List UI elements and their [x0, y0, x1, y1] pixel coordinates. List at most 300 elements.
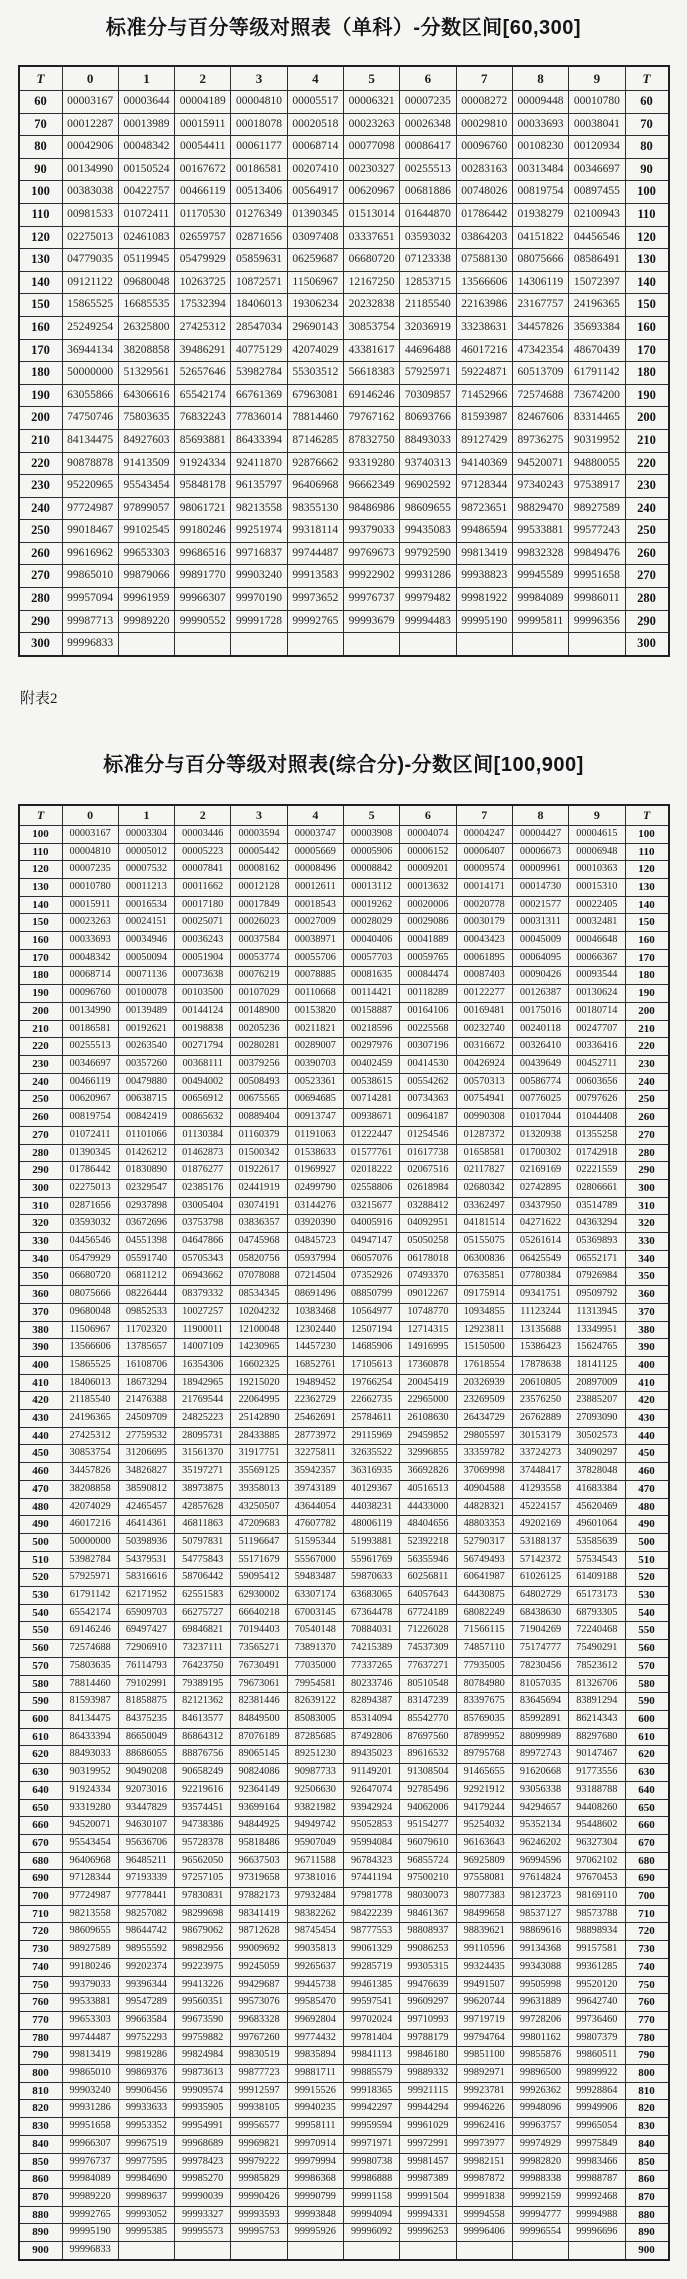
percentile-cell: 99860511: [569, 2047, 625, 2065]
t-score-cell: 270: [625, 565, 669, 588]
percentile-cell: 04779035: [62, 249, 118, 272]
t-score-cell: 100: [19, 825, 63, 843]
t-score-cell: 900: [19, 2242, 63, 2260]
percentile-cell: 43644054: [287, 1498, 343, 1516]
percentile-cell: 99986011: [569, 588, 625, 611]
percentile-cell: 00913747: [287, 1109, 343, 1127]
percentile-cell: 99710993: [400, 2011, 456, 2029]
t-score-cell: 300: [19, 633, 63, 656]
percentile-cell: 99954991: [175, 2118, 231, 2136]
percentile-cell: 14457230: [287, 1339, 343, 1357]
score-row: [19, 226, 669, 249]
percentile-cell: 00040406: [343, 932, 399, 950]
t-score-cell: 230: [625, 475, 669, 498]
percentile-cell: 83397675: [456, 1693, 512, 1711]
percentile-cell: 99009692: [231, 1941, 287, 1959]
percentile-cell: 00020778: [456, 896, 512, 914]
percentile-cell: 61791142: [62, 1587, 118, 1605]
percentile-cell: 18673294: [118, 1374, 174, 1392]
percentile-cell: 99926362: [512, 2082, 568, 2100]
percentile-cell: 99990799: [287, 2188, 343, 2206]
percentile-cell: 00218596: [343, 1020, 399, 1038]
percentile-cell: 76423750: [175, 1657, 231, 1675]
percentile-cell: 44038231: [343, 1498, 399, 1516]
percentile-cell: 00734363: [400, 1091, 456, 1109]
percentile-cell: 11506967: [62, 1321, 118, 1339]
percentile-cell: 48006119: [343, 1516, 399, 1534]
percentile-cell: [512, 633, 568, 656]
score-row: [19, 1640, 669, 1658]
percentile-cell: 00003594: [231, 825, 287, 843]
single-subject-percentile-table: [18, 65, 670, 657]
percentile-cell: 02169169: [512, 1162, 568, 1180]
t-score-cell: 660: [625, 1817, 669, 1835]
t-score-cell: 360: [19, 1286, 63, 1304]
percentile-cell: 55303512: [287, 362, 343, 385]
percentile-cell: 00055706: [287, 949, 343, 967]
percentile-cell: 42074029: [287, 339, 343, 362]
percentile-cell: 99781404: [343, 2029, 399, 2047]
percentile-cell: 00071136: [118, 967, 174, 985]
percentile-cell: 77035000: [287, 1657, 343, 1675]
percentile-cell: 99966307: [62, 2135, 118, 2153]
t-score-cell: 620: [19, 1746, 63, 1764]
percentile-cell: 98955592: [118, 1941, 174, 1959]
percentile-cell: 55567000: [287, 1551, 343, 1569]
percentile-cell: 00271794: [175, 1038, 231, 1056]
percentile-cell: 00383038: [62, 181, 118, 204]
score-row: [19, 249, 669, 272]
percentile-cell: 12853715: [400, 271, 456, 294]
percentile-cell: 62171952: [118, 1587, 174, 1605]
percentile-cell: 79767162: [343, 407, 399, 430]
score-row: [19, 271, 669, 294]
percentile-cell: 99577243: [569, 520, 625, 543]
score-row: [19, 1020, 669, 1038]
percentile-cell: 00144124: [175, 1002, 231, 1020]
percentile-cell: 99616962: [62, 542, 118, 565]
percentile-cell: 02117827: [456, 1162, 512, 1180]
percentile-cell: 14916995: [400, 1339, 456, 1357]
percentile-cell: 00042906: [62, 136, 118, 159]
percentile-cell: 27759532: [118, 1427, 174, 1445]
percentile-cell: 99922902: [343, 565, 399, 588]
t-score-cell: 510: [19, 1551, 63, 1569]
percentile-cell: 26762889: [512, 1410, 568, 1428]
score-row: [19, 136, 669, 159]
percentile-cell: 00007235: [62, 861, 118, 879]
percentile-cell: 40775129: [231, 339, 287, 362]
percentile-cell: 01191063: [287, 1126, 343, 1144]
percentile-cell: 99951658: [569, 565, 625, 588]
percentile-cell: 00326410: [512, 1038, 568, 1056]
percentile-cell: 99946226: [456, 2100, 512, 2118]
percentile-cell: 20326939: [456, 1374, 512, 1392]
percentile-cell: 03920390: [287, 1215, 343, 1233]
percentile-cell: 00336416: [569, 1038, 625, 1056]
t-score-cell: 170: [625, 949, 669, 967]
percentile-cell: 99245059: [231, 1958, 287, 1976]
percentile-cell: 00026348: [400, 113, 456, 136]
percentile-cell: 95052853: [343, 1817, 399, 1835]
percentile-cell: 00018078: [231, 113, 287, 136]
t-score-cell: 850: [625, 2153, 669, 2171]
percentile-cell: 00139489: [118, 1002, 174, 1020]
percentile-cell: 11900011: [175, 1321, 231, 1339]
percentile-cell: 99819286: [118, 2047, 174, 2065]
percentile-cell: 00096760: [456, 136, 512, 159]
score-row: [19, 932, 669, 950]
percentile-cell: 10263725: [175, 271, 231, 294]
percentile-cell: 25249254: [62, 316, 118, 339]
percentile-cell: 57534543: [569, 1551, 625, 1569]
t-score-cell: 470: [625, 1480, 669, 1498]
t-score-cell: 190: [625, 384, 669, 407]
percentile-cell: 00045009: [512, 932, 568, 950]
percentile-cell: 98257082: [118, 1905, 174, 1923]
percentile-cell: 90319952: [62, 1764, 118, 1782]
percentile-cell: 02659757: [175, 226, 231, 249]
percentile-cell: 47607782: [287, 1516, 343, 1534]
percentile-cell: 99877723: [231, 2065, 287, 2083]
percentile-cell: 00513406: [231, 181, 287, 204]
percentile-cell: 00038041: [569, 113, 625, 136]
t-score-cell: 60: [19, 91, 63, 114]
percentile-cell: 50000000: [62, 1533, 118, 1551]
percentile-cell: [287, 2242, 343, 2260]
t-score-cell: 160: [19, 932, 63, 950]
percentile-cell: 99981457: [400, 2153, 456, 2171]
percentile-cell: 79102991: [118, 1675, 174, 1693]
percentile-cell: 64430875: [456, 1587, 512, 1605]
percentile-cell: 00570313: [456, 1073, 512, 1091]
percentile-cell: 65173173: [569, 1587, 625, 1605]
percentile-cell: 08691496: [287, 1286, 343, 1304]
score-row: [19, 1764, 669, 1782]
percentile-cell: 94179244: [456, 1799, 512, 1817]
percentile-cell: 99035813: [287, 1941, 343, 1959]
percentile-cell: 00010780: [569, 91, 625, 114]
percentile-cell: 00043423: [456, 932, 512, 950]
percentile-cell: 99994558: [456, 2206, 512, 2224]
score-row: [19, 2029, 669, 2047]
percentile-cell: 92073016: [118, 1781, 174, 1799]
percentile-cell: 48404656: [400, 1516, 456, 1534]
percentile-cell: 99995926: [287, 2224, 343, 2242]
percentile-cell: 56355946: [400, 1551, 456, 1569]
percentile-cell: 98382262: [287, 1905, 343, 1923]
t-score-cell: 260: [625, 542, 669, 565]
percentile-cell: 73237111: [175, 1640, 231, 1658]
t-score-cell: 420: [625, 1392, 669, 1410]
score-row: [19, 203, 669, 226]
percentile-cell: 00006321: [343, 91, 399, 114]
percentile-cell: 98712628: [231, 1923, 287, 1941]
t-score-cell: 260: [19, 1109, 63, 1127]
percentile-cell: 00357260: [118, 1055, 174, 1073]
t-score-cell: 150: [625, 294, 669, 317]
percentile-cell: 82467606: [512, 407, 568, 430]
score-row: [19, 1392, 669, 1410]
t-score-cell: 720: [19, 1923, 63, 1941]
percentile-cell: 65542174: [175, 384, 231, 407]
percentile-cell: 50000000: [62, 362, 118, 385]
t-column-header: T: [625, 805, 669, 826]
percentile-cell: 93942924: [343, 1799, 399, 1817]
percentile-cell: 97381016: [287, 1870, 343, 1888]
percentile-cell: 71566115: [456, 1622, 512, 1640]
percentile-cell: 99994331: [400, 2206, 456, 2224]
percentile-cell: 90147467: [569, 1746, 625, 1764]
percentile-cell: 99995753: [231, 2224, 287, 2242]
percentile-cell: [456, 2242, 512, 2260]
t-score-cell: 570: [625, 1657, 669, 1675]
percentile-cell: 99018467: [62, 520, 118, 543]
t-score-cell: 480: [625, 1498, 669, 1516]
percentile-cell: 59095412: [231, 1569, 287, 1587]
percentile-cell: 96562050: [175, 1852, 231, 1870]
t-score-cell: 280: [19, 1144, 63, 1162]
percentile-cell: 99984089: [62, 2171, 118, 2189]
percentile-cell: [343, 633, 399, 656]
percentile-cell: 99086253: [400, 1941, 456, 1959]
score-row: [19, 1109, 669, 1127]
score-row: [19, 610, 669, 633]
percentile-cell: 99744487: [62, 2029, 118, 2047]
percentile-cell: 06552171: [569, 1250, 625, 1268]
percentile-cell: 12507194: [343, 1321, 399, 1339]
percentile-cell: 58706442: [175, 1569, 231, 1587]
percentile-cell: 79954581: [287, 1675, 343, 1693]
percentile-cell: 01276349: [231, 203, 287, 226]
percentile-cell: 23269509: [456, 1392, 512, 1410]
t-score-cell: 790: [19, 2047, 63, 2065]
percentile-cell: 99413226: [175, 1976, 231, 1994]
percentile-cell: 18406013: [231, 294, 287, 317]
percentile-cell: 99869376: [118, 2065, 174, 2083]
percentile-cell: 01390345: [287, 203, 343, 226]
percentile-cell: 04363294: [569, 1215, 625, 1233]
percentile-cell: 00004074: [400, 825, 456, 843]
percentile-cell: 08075666: [512, 249, 568, 272]
percentile-cell: 99984690: [118, 2171, 174, 2189]
annex-label: 附表2: [20, 690, 58, 707]
score-row: [19, 1286, 669, 1304]
percentile-cell: 99951658: [62, 2118, 118, 2136]
percentile-cell: 99973977: [456, 2135, 512, 2153]
percentile-cell: 84134475: [62, 429, 118, 452]
percentile-cell: 99609297: [400, 1994, 456, 2012]
percentile-cell: 00842419: [118, 1109, 174, 1127]
percentile-cell: 00012611: [287, 878, 343, 896]
percentile-cell: 99979482: [400, 588, 456, 611]
score-row: [19, 1746, 669, 1764]
percentile-cell: 00452711: [569, 1055, 625, 1073]
percentile-cell: 00006948: [569, 843, 625, 861]
percentile-cell: 81858875: [118, 1693, 174, 1711]
offset-column-header: 1: [118, 66, 174, 91]
percentile-cell: 01938279: [512, 203, 568, 226]
percentile-cell: 43250507: [231, 1498, 287, 1516]
header-row: [19, 66, 669, 91]
percentile-cell: 99379033: [62, 1976, 118, 1994]
t-score-cell: 700: [19, 1888, 63, 1906]
percentile-cell: 00714281: [343, 1091, 399, 1109]
score-row: [19, 949, 669, 967]
percentile-cell: 00126387: [512, 985, 568, 1003]
percentile-cell: 99265637: [287, 1958, 343, 1976]
percentile-cell: 99692804: [287, 2011, 343, 2029]
percentile-cell: 15624765: [569, 1339, 625, 1357]
percentile-cell: 08226444: [118, 1286, 174, 1304]
score-row: [19, 2082, 669, 2100]
percentile-cell: 97724987: [62, 1888, 118, 1906]
percentile-cell: 16602325: [231, 1356, 287, 1374]
score-row: [19, 967, 669, 985]
t-score-cell: 350: [19, 1268, 63, 1286]
t-score-cell: 110: [19, 843, 63, 861]
percentile-cell: 98679062: [175, 1923, 231, 1941]
percentile-cell: 89616532: [400, 1746, 456, 1764]
percentile-cell: 00078885: [287, 967, 343, 985]
percentile-cell: 89736275: [512, 429, 568, 452]
percentile-cell: 99996406: [456, 2224, 512, 2242]
percentile-cell: 00134990: [62, 158, 118, 181]
percentile-cell: 99963757: [512, 2118, 568, 2136]
t-score-cell: 380: [625, 1321, 669, 1339]
t-score-cell: 670: [625, 1834, 669, 1852]
percentile-cell: 98745454: [287, 1923, 343, 1941]
percentile-cell: 05479929: [175, 249, 231, 272]
percentile-cell: 04271622: [512, 1215, 568, 1233]
percentile-cell: 91465655: [456, 1764, 512, 1782]
percentile-cell: [569, 633, 625, 656]
t-score-cell: 220: [19, 1038, 63, 1056]
t-score-cell: 740: [19, 1958, 63, 1976]
percentile-cell: 00148900: [231, 1002, 287, 1020]
percentile-cell: 99995573: [175, 2224, 231, 2242]
percentile-cell: 00061895: [456, 949, 512, 967]
score-row: [19, 1711, 669, 1729]
t-score-cell: 520: [19, 1569, 63, 1587]
percentile-cell: 70309857: [400, 384, 456, 407]
percentile-cell: 00466119: [175, 181, 231, 204]
percentile-cell: 40904588: [456, 1480, 512, 1498]
percentile-cell: 17105613: [343, 1356, 399, 1374]
percentile-cell: 99984089: [512, 588, 568, 611]
percentile-cell: 45620469: [569, 1498, 625, 1516]
percentile-cell: 87697560: [400, 1728, 456, 1746]
percentile-cell: 99906456: [118, 2082, 174, 2100]
percentile-cell: 99491507: [456, 1976, 512, 1994]
t-score-cell: 840: [625, 2135, 669, 2153]
percentile-cell: 47209683: [231, 1516, 287, 1534]
percentile-cell: 07588130: [456, 249, 512, 272]
percentile-cell: 36692826: [400, 1463, 456, 1481]
percentile-cell: 52657646: [175, 362, 231, 385]
percentile-cell: 19215020: [231, 1374, 287, 1392]
percentile-cell: 00603656: [569, 1073, 625, 1091]
percentile-cell: 99429687: [231, 1976, 287, 1994]
offset-column-header: 9: [569, 805, 625, 826]
percentile-cell: 72906910: [118, 1640, 174, 1658]
percentile-cell: 87285685: [287, 1728, 343, 1746]
score-row: [19, 1569, 669, 1587]
percentile-cell: 85083005: [287, 1711, 343, 1729]
percentile-cell: 99965054: [569, 2118, 625, 2136]
t-score-cell: 430: [625, 1410, 669, 1428]
t-score-cell: 630: [625, 1764, 669, 1782]
percentile-cell: 00004189: [175, 91, 231, 114]
score-row: [19, 1675, 669, 1693]
score-row: [19, 1268, 669, 1286]
percentile-cell: 32635522: [343, 1445, 399, 1463]
percentile-cell: 99979222: [231, 2153, 287, 2171]
percentile-cell: 99995811: [512, 610, 568, 633]
percentile-cell: 00368111: [175, 1055, 231, 1073]
percentile-cell: 00754941: [456, 1091, 512, 1109]
t-score-cell: 300: [625, 1179, 669, 1197]
percentile-cell: 00003167: [62, 91, 118, 114]
offset-column-header: 7: [456, 805, 512, 826]
percentile-cell: 99938105: [231, 2100, 287, 2118]
t-score-cell: 660: [19, 1817, 63, 1835]
percentile-cell: 98839621: [456, 1923, 512, 1941]
percentile-cell: 49601064: [569, 1516, 625, 1534]
percentile-cell: 00038971: [287, 932, 343, 950]
percentile-cell: 75174777: [512, 1640, 568, 1658]
percentile-cell: 00889404: [231, 1109, 287, 1127]
percentile-cell: 99918365: [343, 2082, 399, 2100]
t-score-cell: 830: [625, 2118, 669, 2136]
percentile-cell: 98573788: [569, 1905, 625, 1923]
percentile-cell: 99990039: [175, 2188, 231, 2206]
percentile-cell: 03593032: [62, 1215, 118, 1233]
t-score-cell: 150: [19, 294, 63, 317]
percentile-cell: 00003304: [118, 825, 174, 843]
offset-column-header: 6: [400, 66, 456, 91]
percentile-cell: 12923811: [456, 1321, 512, 1339]
percentile-cell: 99993327: [175, 2206, 231, 2224]
percentile-cell: 98609655: [400, 497, 456, 520]
percentile-cell: 99961029: [400, 2118, 456, 2136]
percentile-cell: 02806661: [569, 1179, 625, 1197]
percentile-cell: 31917751: [231, 1445, 287, 1463]
percentile-cell: 28547034: [231, 316, 287, 339]
percentile-cell: 99889332: [400, 2065, 456, 2083]
percentile-cell: 00037584: [231, 932, 287, 950]
percentile-cell: 01513014: [343, 203, 399, 226]
percentile-cell: 99855876: [512, 2047, 568, 2065]
percentile-cell: 06057076: [343, 1250, 399, 1268]
t-score-cell: 800: [625, 2065, 669, 2083]
score-row: [19, 1233, 669, 1251]
percentile-cell: 99903240: [62, 2082, 118, 2100]
percentile-cell: 01130384: [175, 1126, 231, 1144]
percentile-cell: 36316935: [343, 1463, 399, 1481]
percentile-cell: 96406968: [62, 1852, 118, 1870]
score-row: [19, 1852, 669, 1870]
percentile-cell: 41293558: [512, 1480, 568, 1498]
percentile-cell: 02558806: [343, 1179, 399, 1197]
percentile-cell: 99996696: [569, 2224, 625, 2242]
percentile-cell: 87146285: [287, 429, 343, 452]
percentile-cell: 00006152: [400, 843, 456, 861]
percentile-cell: 14230965: [231, 1339, 287, 1357]
percentile-cell: 00073638: [175, 967, 231, 985]
percentile-cell: 34457826: [512, 316, 568, 339]
percentile-cell: 11123244: [512, 1303, 568, 1321]
